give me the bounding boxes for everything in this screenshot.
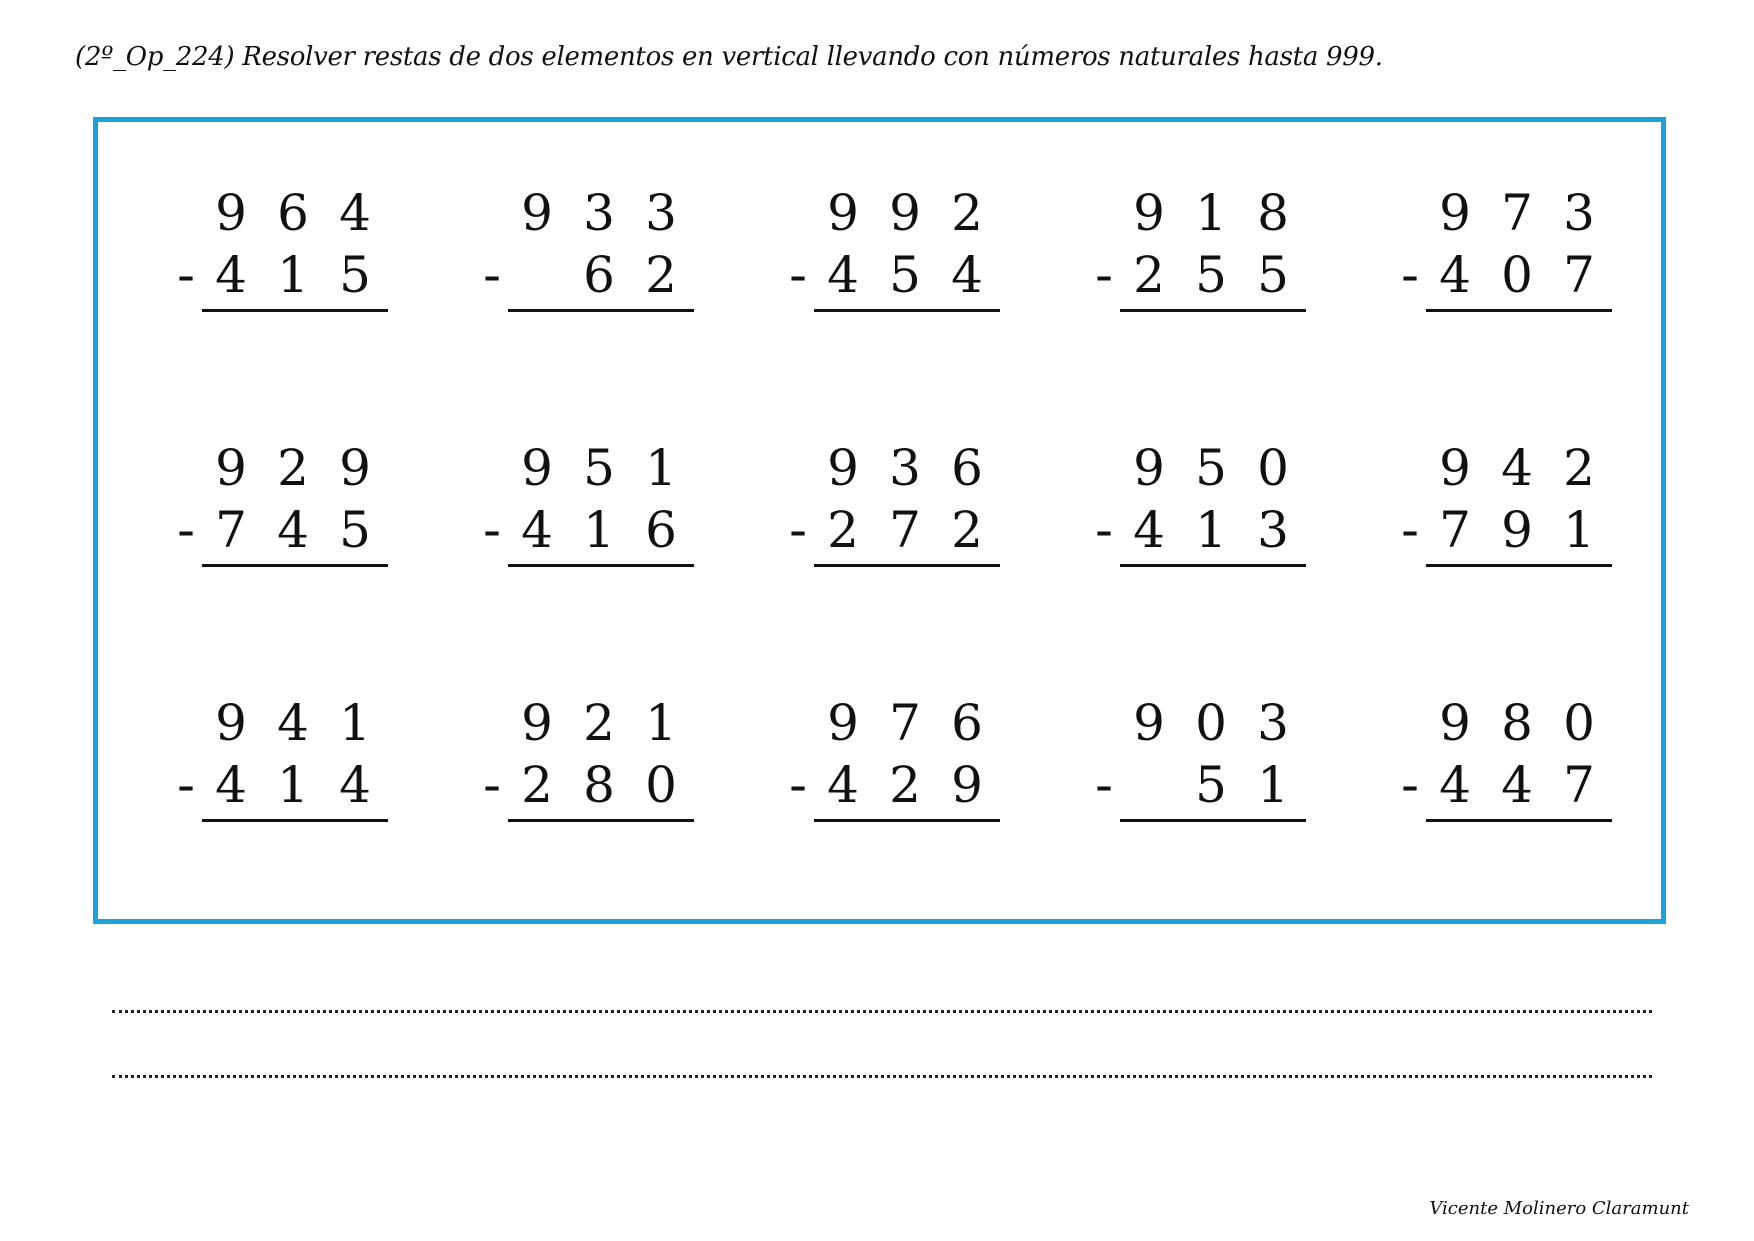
digit-units: 4 [951,246,983,304]
digit-hundreds: 4 [827,756,859,814]
answer-line [1426,564,1612,567]
minus-sign: - [1094,501,1114,559]
dotted-writing-line [112,1075,1652,1078]
minuend [814,692,1000,754]
digit-hundreds: 9 [1133,694,1165,752]
minus-sign: - [1094,246,1114,304]
digit-tens: 6 [583,246,615,304]
digit-hundreds: 9 [215,184,247,242]
minus-sign: - [482,756,502,814]
digit-tens: 1 [583,501,615,559]
subtraction-problem [1396,437,1616,567]
minuend [814,182,1000,244]
digit-tens: 4 [277,501,309,559]
digit-hundreds: 4 [827,246,859,304]
digit-tens: 7 [1501,184,1533,242]
minuend [202,182,388,244]
digit-units: 3 [1257,501,1289,559]
worksheet-title: (2º_Op_224) Resolver restas de dos elementos en vertical llevando con números naturales hasta 999. [75,42,1383,72]
digit-tens: 9 [1501,501,1533,559]
digit-hundreds: 9 [521,439,553,497]
digit-units: 9 [951,756,983,814]
digit-hundreds: 9 [215,694,247,752]
answer-line [1120,309,1306,312]
answer-line [1120,819,1306,822]
subtraction-problem [784,692,1004,822]
minus-sign: - [176,501,196,559]
digit-hundreds: 9 [521,694,553,752]
minus-sign: - [1400,246,1420,304]
digit-tens: 4 [277,694,309,752]
digit-units: 2 [951,501,983,559]
digit-tens: 2 [277,439,309,497]
subtrahend [202,244,388,306]
subtrahend [1120,244,1306,306]
digit-tens: 3 [583,184,615,242]
minus-sign: - [788,756,808,814]
digit-units: 7 [1563,756,1595,814]
minuend [1426,692,1612,754]
digit-hundreds: 9 [1133,439,1165,497]
minuend [1426,437,1612,499]
minus-sign: - [482,246,502,304]
answer-line [202,309,388,312]
digit-tens: 1 [277,246,309,304]
subtraction-problem [478,182,698,312]
minuend [202,437,388,499]
subtrahend [814,754,1000,816]
digit-tens: 5 [1195,246,1227,304]
digit-hundreds: 9 [1439,439,1471,497]
minuend [1120,182,1306,244]
digit-units: 5 [339,501,371,559]
subtraction-problem [1090,692,1310,822]
answer-line [814,309,1000,312]
minuend [508,182,694,244]
digit-hundreds: 9 [827,694,859,752]
digit-units: 4 [339,184,371,242]
subtraction-problem [1396,182,1616,312]
subtrahend [202,499,388,561]
minuend [508,437,694,499]
digit-units: 4 [339,756,371,814]
digit-units: 0 [1563,694,1595,752]
subtraction-problem [784,182,1004,312]
digit-units: 6 [951,439,983,497]
digit-hundreds: 2 [1133,246,1165,304]
digit-units: 0 [1257,439,1289,497]
digit-hundreds: 4 [215,246,247,304]
subtrahend [1426,499,1612,561]
digit-hundreds: 4 [215,756,247,814]
digit-hundreds: 4 [521,501,553,559]
digit-tens: 0 [1501,246,1533,304]
subtraction-problem [1090,182,1310,312]
minuend [814,437,1000,499]
subtraction-problem [784,437,1004,567]
answer-line [202,564,388,567]
digit-tens: 1 [277,756,309,814]
subtraction-problem [172,182,392,312]
dotted-writing-line [112,1010,1652,1013]
subtrahend [202,754,388,816]
digit-tens: 1 [1195,184,1227,242]
minuend [1426,182,1612,244]
subtrahend [1120,499,1306,561]
digit-hundreds: 4 [1439,756,1471,814]
minus-sign: - [482,501,502,559]
digit-units: 2 [951,184,983,242]
digit-hundreds: 2 [521,756,553,814]
digit-hundreds: 9 [1439,694,1471,752]
minus-sign: - [1400,501,1420,559]
digit-hundreds: 7 [215,501,247,559]
answer-line [814,819,1000,822]
answer-line [508,564,694,567]
subtraction-problem [1396,692,1616,822]
digit-tens: 9 [889,184,921,242]
author-credit: Vicente Molinero Claramunt [1429,1198,1689,1219]
digit-hundreds: 9 [1439,184,1471,242]
digit-hundreds: 2 [827,501,859,559]
digit-units: 7 [1563,246,1595,304]
subtrahend [1426,244,1612,306]
digit-tens: 4 [1501,756,1533,814]
digit-tens: 7 [889,694,921,752]
answer-line [1426,819,1612,822]
subtraction-problem [478,692,698,822]
answer-line [814,564,1000,567]
digit-units: 2 [645,246,677,304]
minus-sign: - [1400,756,1420,814]
digit-tens: 4 [1501,439,1533,497]
digit-hundreds: 9 [827,439,859,497]
minus-sign: - [176,246,196,304]
subtraction-problem [478,437,698,567]
digit-hundreds: 4 [1439,246,1471,304]
minuend [1120,692,1306,754]
digit-tens: 6 [277,184,309,242]
subtrahend [1120,754,1306,816]
minuend [508,692,694,754]
digit-tens: 2 [583,694,615,752]
answer-line [1426,309,1612,312]
digit-hundreds: 4 [1133,501,1165,559]
digit-tens: 8 [1501,694,1533,752]
digit-units: 1 [645,694,677,752]
minus-sign: - [176,756,196,814]
subtrahend [1426,754,1612,816]
answer-line [202,819,388,822]
digit-units: 1 [1563,501,1595,559]
subtraction-problem [172,437,392,567]
digit-units: 8 [1257,184,1289,242]
digit-tens: 2 [889,756,921,814]
digit-tens: 5 [1195,439,1227,497]
digit-tens: 7 [889,501,921,559]
digit-units: 3 [645,184,677,242]
digit-tens: 1 [1195,501,1227,559]
digit-hundreds: 9 [827,184,859,242]
digit-units: 1 [339,694,371,752]
digit-tens: 0 [1195,694,1227,752]
minus-sign: - [788,501,808,559]
subtrahend [508,244,694,306]
digit-units: 5 [1257,246,1289,304]
minuend [202,692,388,754]
subtrahend [508,754,694,816]
answer-line [508,819,694,822]
exercise-frame [93,117,1666,924]
digit-units: 6 [645,501,677,559]
subtrahend [508,499,694,561]
digit-tens: 3 [889,439,921,497]
digit-hundreds: 9 [215,439,247,497]
digit-units: 1 [1257,756,1289,814]
digit-units: 0 [645,756,677,814]
digit-units: 5 [339,246,371,304]
digit-hundreds: 9 [521,184,553,242]
minuend [1120,437,1306,499]
digit-tens: 5 [583,439,615,497]
subtrahend [814,499,1000,561]
digit-hundreds: 7 [1439,501,1471,559]
digit-units: 1 [645,439,677,497]
digit-tens: 8 [583,756,615,814]
subtraction-problem [172,692,392,822]
answer-line [508,309,694,312]
digit-hundreds: 9 [1133,184,1165,242]
answer-line [1120,564,1306,567]
digit-tens: 5 [1195,756,1227,814]
subtraction-problem [1090,437,1310,567]
digit-units: 9 [339,439,371,497]
subtrahend [814,244,1000,306]
minus-sign: - [788,246,808,304]
digit-tens: 5 [889,246,921,304]
digit-units: 3 [1563,184,1595,242]
digit-units: 2 [1563,439,1595,497]
digit-units: 3 [1257,694,1289,752]
digit-units: 6 [951,694,983,752]
minus-sign: - [1094,756,1114,814]
